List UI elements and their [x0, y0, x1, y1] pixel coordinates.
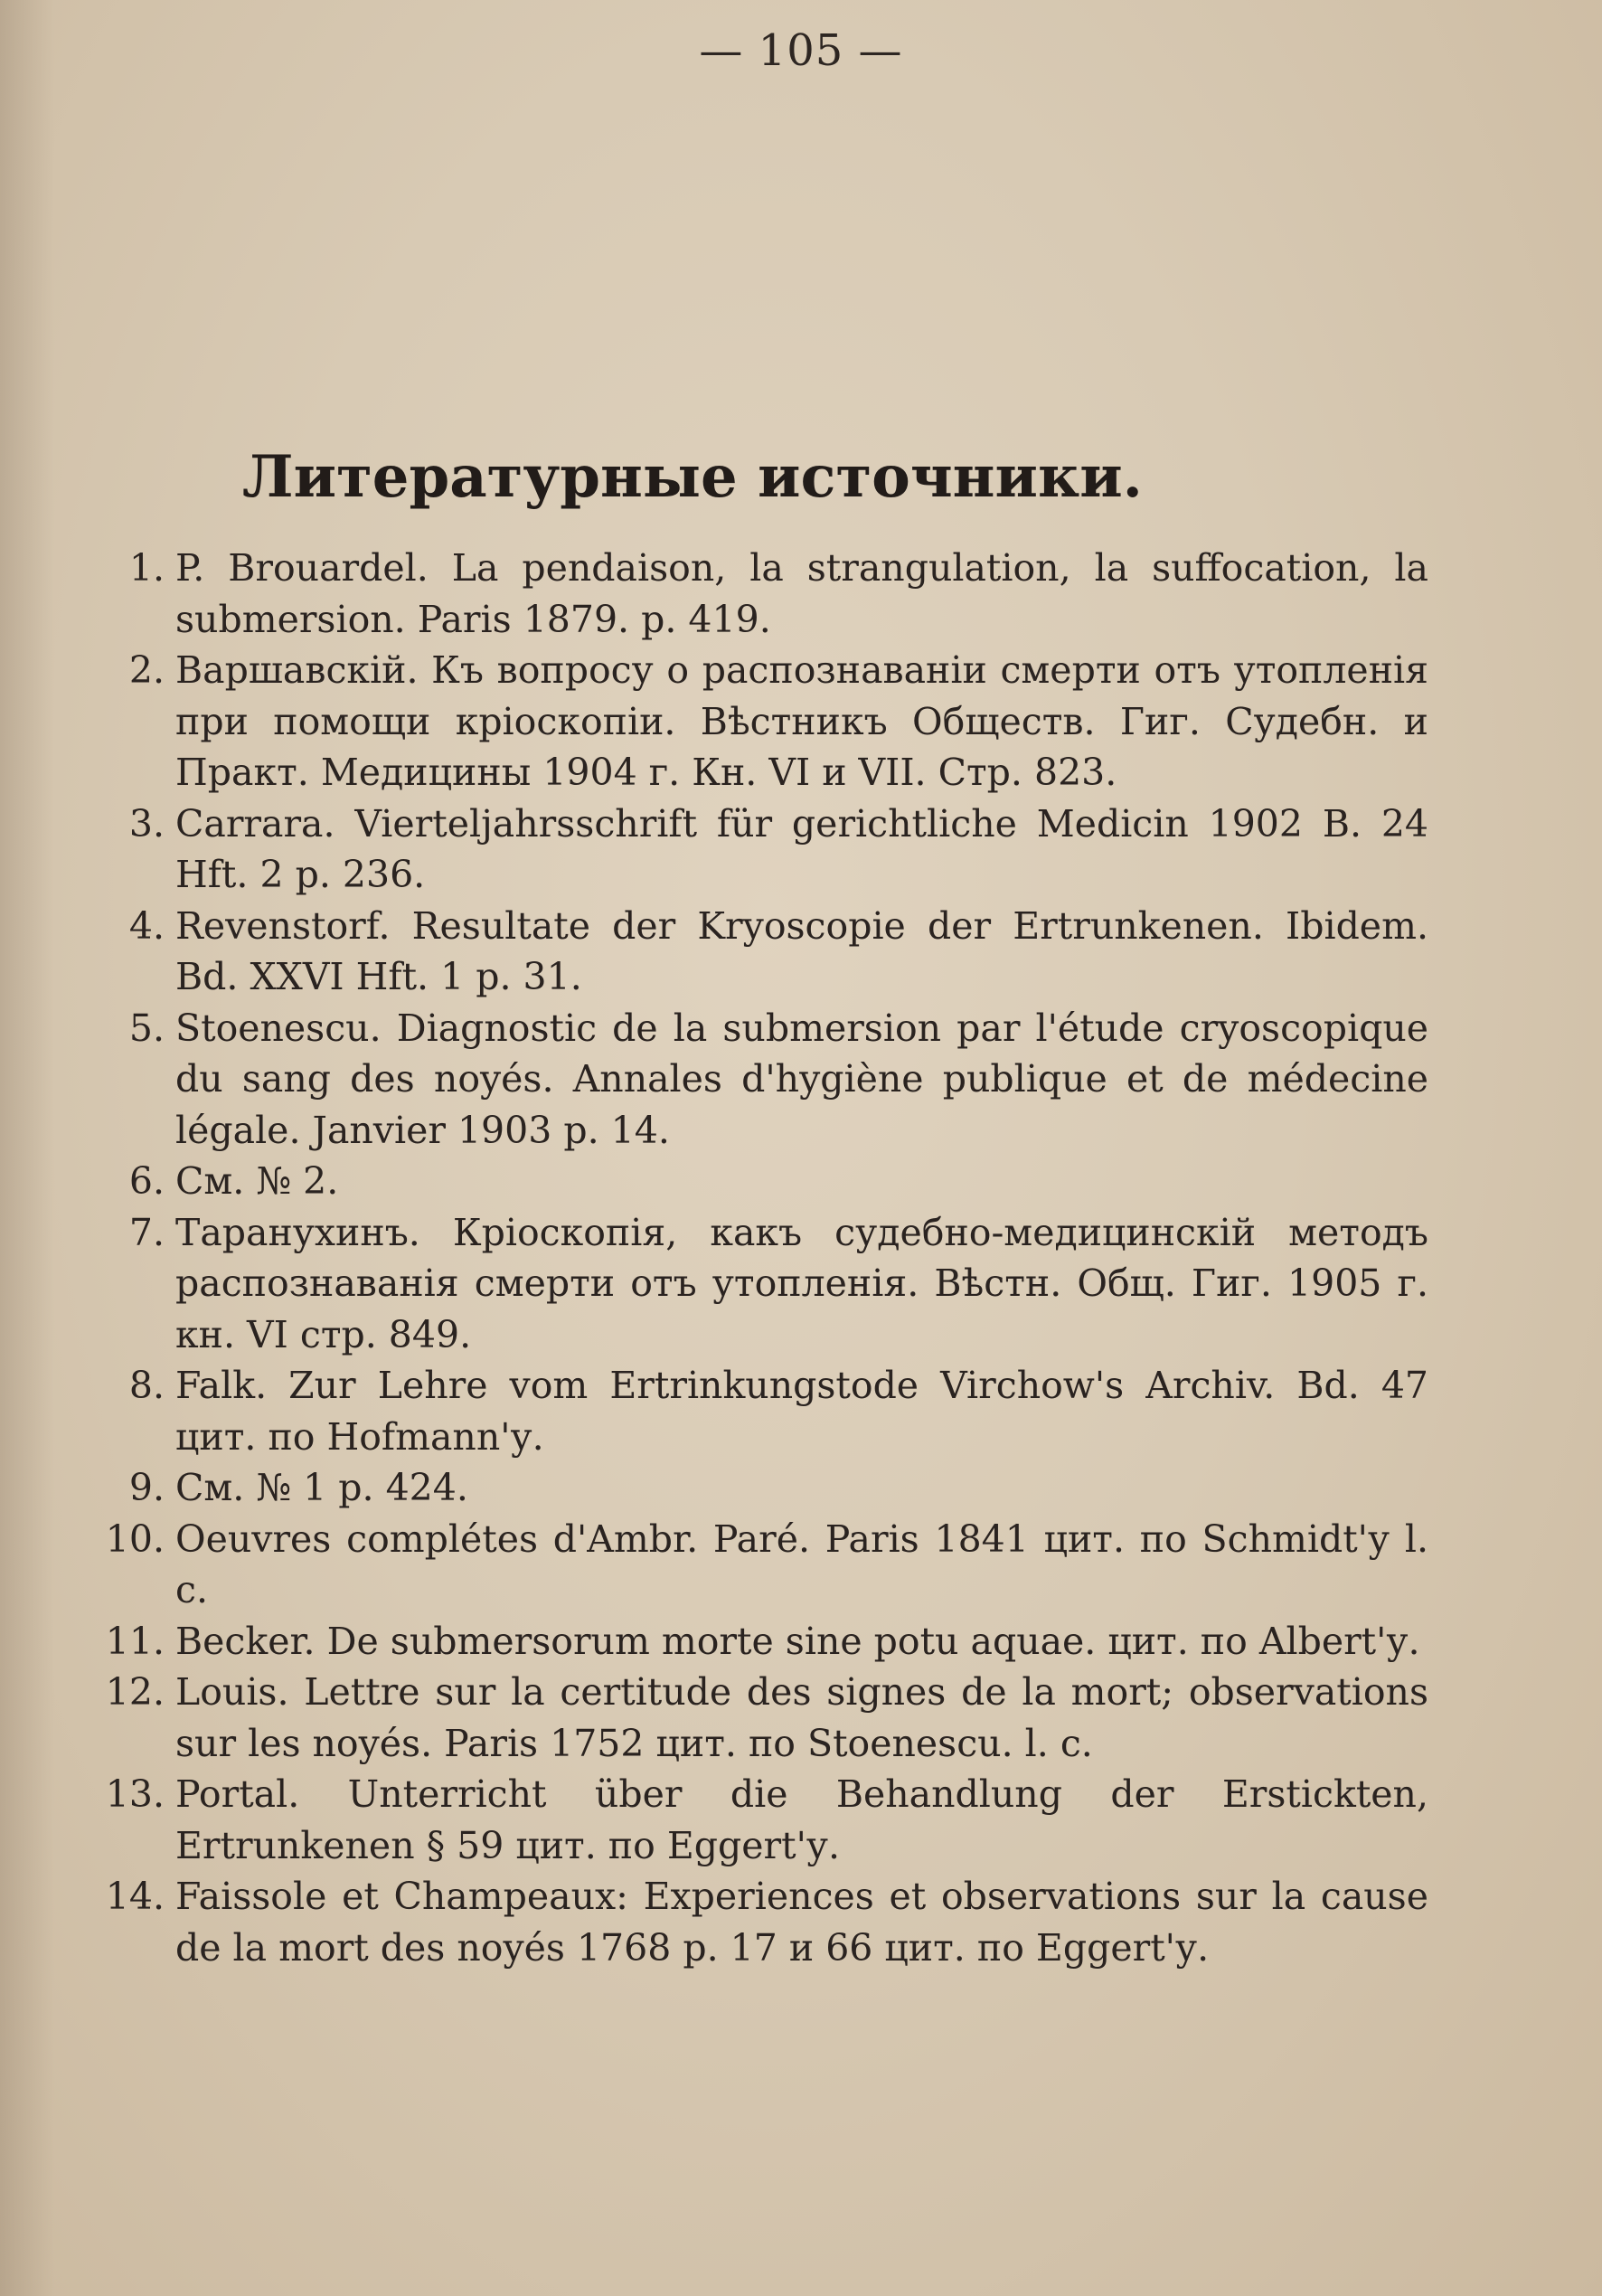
section-heading: Литературные источники.: [242, 443, 1143, 511]
reference-item: [99, 1514, 1428, 1616]
reference-text: Stoenescu. Diagnostic de la submersion par l'étude cryoscopique du sang des noyés. Annales d'hygiène publique et de médecine légale. Janvier 1903 p. 14.: [175, 1006, 1428, 1152]
reference-text: Louis. Lettre sur la certitude des signes de la mort; observations sur les noyés. Paris 1752 цит. по Stoenescu. l. c.: [175, 1670, 1428, 1765]
reference-item: [99, 1769, 1428, 1871]
page-number: — 105 —: [699, 25, 903, 76]
reference-number: 13.: [105, 1772, 165, 1816]
reference-text: См. № 2.: [175, 1159, 339, 1203]
reference-list: [99, 543, 1428, 1973]
reference-text: Faissole et Champeaux: Experiences et observations sur la cause de la mort des noyés 1768 p. 17 и 66 цит. по Eggert'у.: [175, 1875, 1428, 1970]
reference-text: См. № 1 p. 424.: [175, 1466, 468, 1509]
reference-item: [99, 1003, 1428, 1157]
reference-text: Portal. Unterricht über die Behandlung der Erstickten, Ertrunkenen § 59 цит. по Eggert'у.: [175, 1772, 1428, 1867]
reference-text: Revenstorf. Resultate der Kryoscopie der Ertrunkenen. Ibidem. Bd. XXVI Hft. 1 p. 31.: [175, 903, 1428, 998]
reference-text: Варшавскій. Къ вопросу о распознаваніи смерти отъ утопленія при помощи кріоскопіи. Вѣстникъ Обществ. Гиг. Судебн. и Практ. Медицины 1904 г. Кн. VI и VII. Стр. 823.: [175, 648, 1428, 794]
reference-item: [99, 1616, 1428, 1668]
reference-item: [99, 1207, 1428, 1361]
reference-item: [99, 543, 1428, 645]
reference-number: 5.: [128, 1006, 165, 1050]
reference-number: 3.: [128, 801, 165, 846]
reference-text: Carrara. Vierteljahrsschrift für gerichtliche Medicin 1902 B. 24 Hft. 2 p. 236.: [175, 801, 1428, 896]
reference-number: 2.: [128, 648, 165, 692]
reference-text: Falk. Zur Lehre vom Ertrinkungstode Virchow's Archiv. Bd. 47 цит. по Hofmann'у.: [175, 1364, 1428, 1459]
binding-shadow: [0, 0, 54, 2296]
reference-item: [99, 645, 1428, 798]
reference-item: [99, 1156, 1428, 1207]
reference-item: [99, 798, 1428, 901]
reference-number: 1.: [128, 546, 165, 590]
reference-number: 10.: [105, 1516, 165, 1561]
reference-text: Becker. De submersorum morte sine potu aquae. цит. по Albert'у.: [175, 1619, 1420, 1663]
reference-text: P. Brouardel. La pendaison, la strangulation, la suffocation, la submersion. Paris 1879. p. 419.: [175, 546, 1428, 641]
reference-item: [99, 901, 1428, 1003]
reference-item: [99, 1667, 1428, 1769]
reference-number: 8.: [128, 1364, 165, 1407]
reference-number: 11.: [105, 1619, 165, 1663]
reference-number: 14.: [105, 1875, 165, 1918]
reference-item: [99, 1871, 1428, 1973]
reference-number: 12.: [105, 1670, 165, 1714]
reference-item: [99, 1360, 1428, 1462]
reference-item: [99, 1462, 1428, 1514]
reference-number: 7.: [128, 1210, 165, 1254]
reference-number: 6.: [128, 1159, 165, 1203]
reference-text: Таранухинъ. Кріоскопія, какъ судебно-медицинскій методъ распознаванія смерти отъ утопленія. Вѣстн. Общ. Гиг. 1905 г. кн. VI стр. 849.: [175, 1210, 1428, 1356]
reference-text: Oeuvres complétes d'Ambr. Paré. Paris 1841 цит. по Schmidt'у l. c.: [175, 1516, 1428, 1611]
reference-number: 4.: [128, 903, 165, 948]
reference-number: 9.: [128, 1466, 165, 1509]
